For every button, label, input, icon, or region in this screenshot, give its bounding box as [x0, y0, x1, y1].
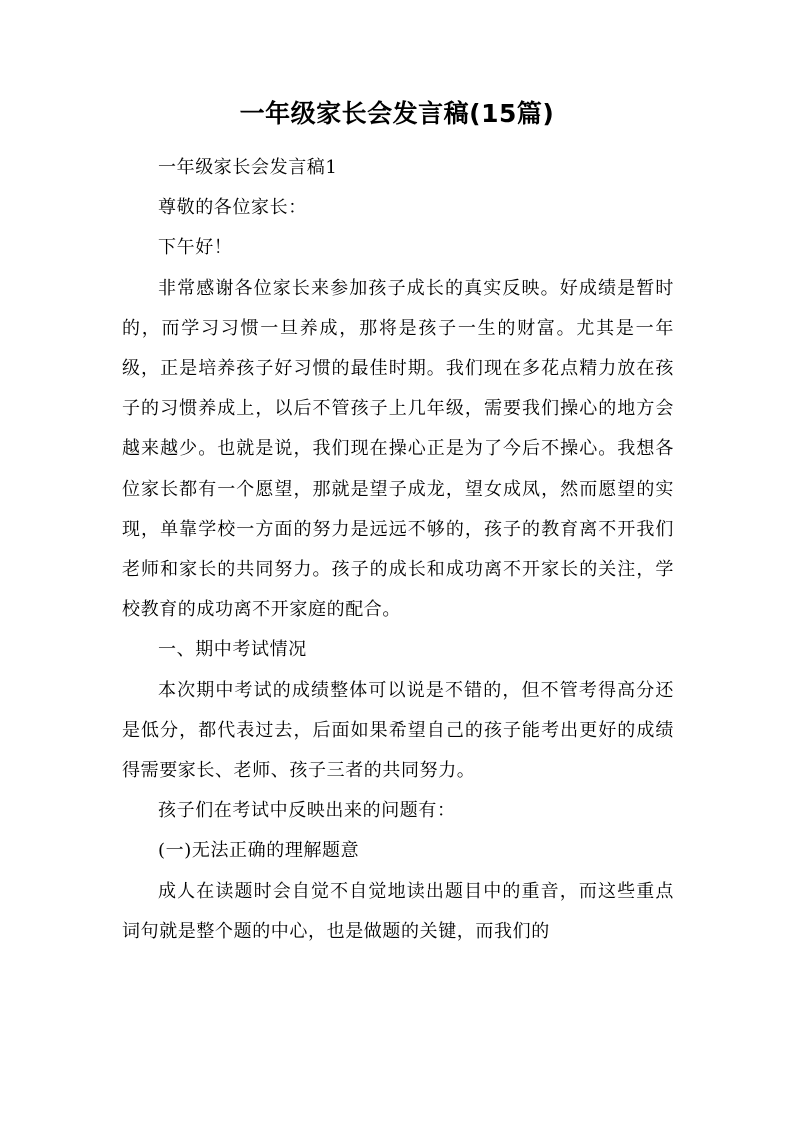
greeting: 下午好！	[158, 237, 233, 259]
subsection-heading: (一)无法正确的理解题意	[158, 840, 360, 862]
document-title: 一年级家长会发言稿(15篇)	[239, 99, 555, 128]
section-heading: 一年级家长会发言稿1	[158, 157, 338, 178]
document-body	[122, 148, 674, 952]
subsection-heading: 一、期中考试情况	[158, 639, 307, 661]
body-paragraph: 本次期中考试的成绩整体可以说是不错的，但不管考得高分还是低分，都代表过去，后面如果希望自己的孩子能考出更好的成绩得需要家长、老师、孩子三者的共同努力。	[122, 679, 674, 782]
salutation: 尊敬的各位家长：	[158, 197, 307, 219]
body-paragraph: 非常感谢各位家长来参加孩子成长的真实反映。好成绩是暂时的，而学习习惯一旦养成，那将是孩子一生的财富。尤其是一年级，正是培养孩子好习惯的最佳时期。我们现在多花点精力放在孩子的习惯养成上，以后不管孩子上几年级，需要我们操心的地方会越来越少。也就是说，我们现在操心正是为了今后不操心。我想各位家长都有一个愿望，那就是望子成龙，望女成凤，然而愿望的实现，单靠学校一方面的努力是远远不够的，孩子的教育离不开我们老师和家长的共同努力。孩子的成长和成功离不开家长的关注，学校教育的成功离不开家庭的配合。	[122, 277, 674, 621]
body-paragraph: 孩子们在考试中反映出来的问题有：	[158, 800, 456, 822]
body-paragraph: 成人在读题时会自觉不自觉地读出题目中的重音，而这些重点词句就是整个题的中心，也是做题的关键，而我们的	[122, 880, 674, 942]
